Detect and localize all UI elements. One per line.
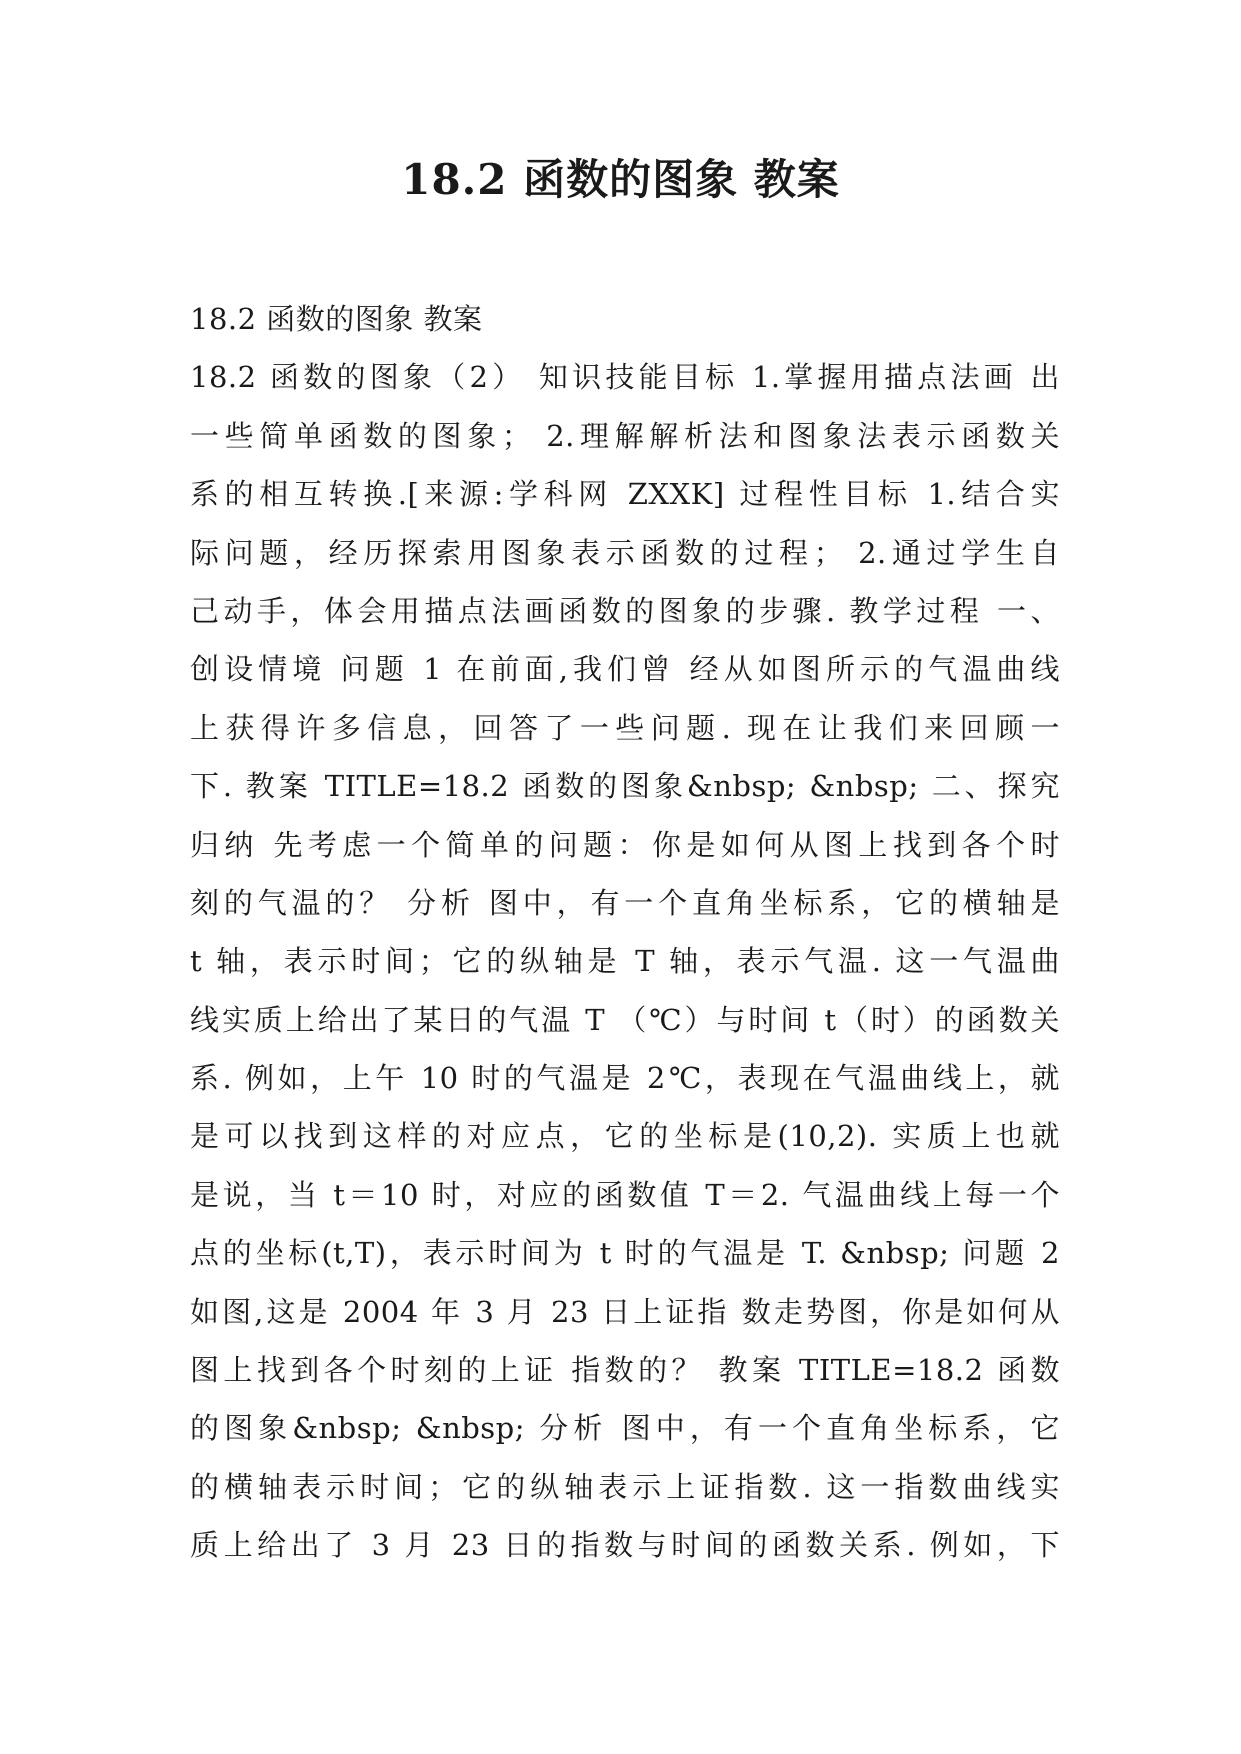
body-line: 下. 教案 TITLE=18.2 函数的图象&nbsp; &nbsp; 二、探究 <box>190 769 1060 804</box>
document-body <box>190 290 1060 1575</box>
body-line: 上获得许多信息，回答了一些问题. 现在让我们来回顾一 <box>190 710 1060 745</box>
body-line: 18.2 函数的图象 教案 <box>190 302 483 336</box>
body-line: 创设情境 问题 1 在前面,我们曾 经从如图所示的气温曲线 <box>190 652 1060 687</box>
body-line: 系. 例如，上午 10 时的气温是 2℃，表现在气温曲线上，就 <box>190 1061 1060 1096</box>
body-line: 的横轴表示时间；它的纵轴表示上证指数. 这一指数曲线实 <box>190 1469 1060 1504</box>
body-line: 系的相互转换.[来源:学科网 ZXXK] 过程性目标 1.结合实 <box>190 477 1060 512</box>
body-line: 的图象&nbsp; &nbsp; 分析 图中，有一个直角坐标系，它 <box>190 1411 1060 1446</box>
body-line: t 轴，表示时间；它的纵轴是 T 轴，表示气温. 这一气温曲 <box>190 944 1060 979</box>
body-line: 是可以找到这样的对应点，它的坐标是(10,2). 实质上也就 <box>190 1119 1060 1154</box>
body-line: 18.2 函数的图象（2） 知识技能目标 1.掌握用描点法画 出 <box>190 360 1060 395</box>
body-line: 己动手，体会用描点法画函数的图象的步骤. 教学过程 一、 <box>190 593 1060 628</box>
body-line: 质上给出了 3 月 23 日的指数与时间的函数关系. 例如，下 <box>190 1528 1060 1563</box>
body-line: 际问题，经历探索用图象表示函数的过程； 2.通过学生自 <box>190 535 1060 570</box>
body-line: 图上找到各个时刻的上证 指数的？ 教案 TITLE=18.2 函数 <box>190 1353 1060 1388</box>
body-line: 是说，当 t＝10 时，对应的函数值 T＝2. 气温曲线上每一个 <box>190 1177 1060 1212</box>
document-title: 18.2 函数的图象 教案 <box>401 155 840 204</box>
body-line: 一些简单函数的图象； 2.理解解析法和图象法表示函数关 <box>190 418 1060 453</box>
body-line: 归纳 先考虑一个简单的问题：你是如何从图上找到各个时 <box>190 827 1060 862</box>
body-line: 线实质上给出了某日的气温 T （℃）与时间 t（时）的函数关 <box>190 1002 1060 1037</box>
body-line: 如图,这是 2004 年 3 月 23 日上证指 数走势图，你是如何从 <box>190 1294 1060 1329</box>
body-line: 刻的气温的？ 分析 图中，有一个直角坐标系，它的横轴是 <box>190 885 1060 920</box>
body-line: 点的坐标(t,T)，表示时间为 t 时的气温是 T. &nbsp; 问题 2 <box>190 1236 1060 1271</box>
